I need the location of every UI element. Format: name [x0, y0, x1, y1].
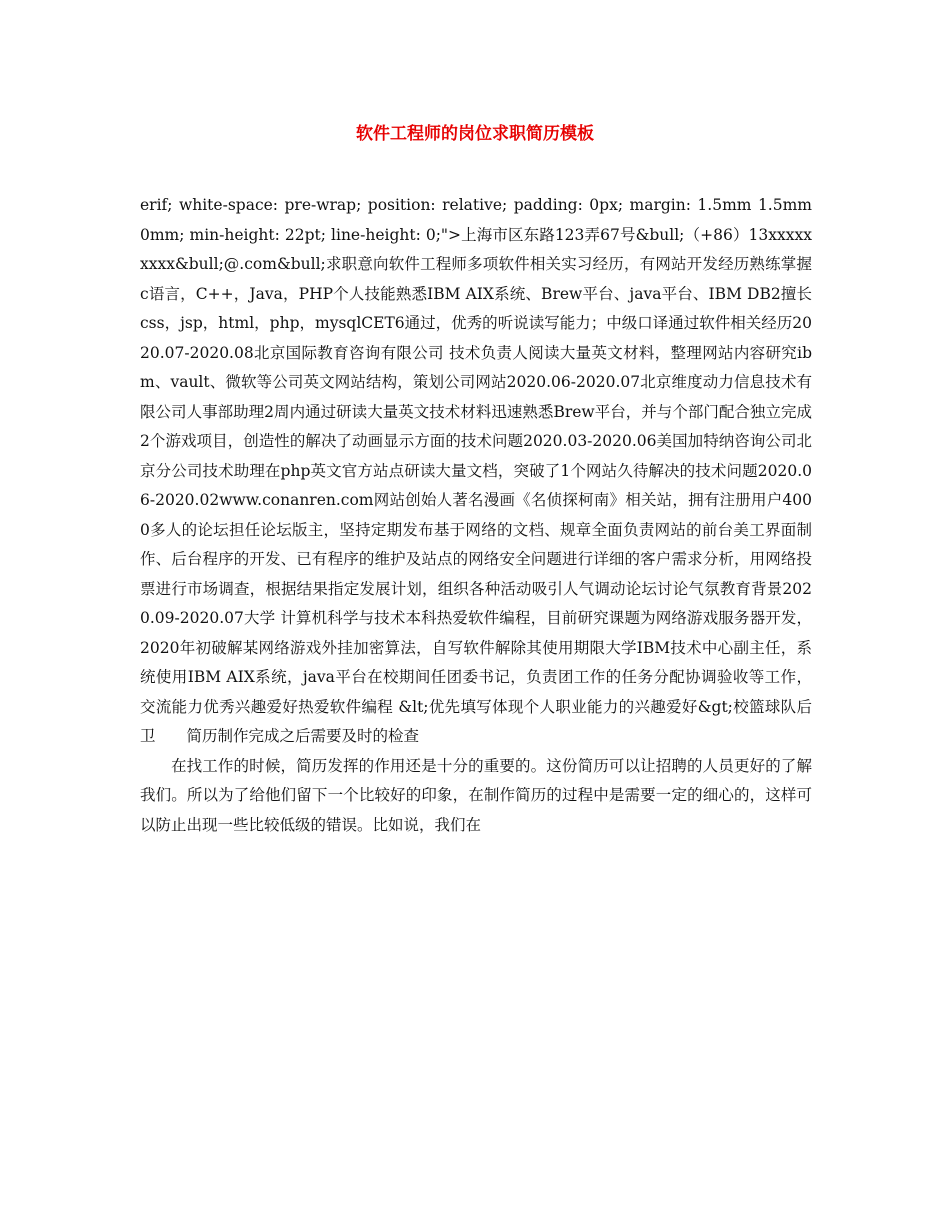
document-title: 软件工程师的岗位求职简历模板	[356, 124, 594, 144]
body-paragraph-advice: 在找工作的时候，简历发挥的作用还是十分的重要的。这份简历可以让招聘的人员更好的了解我们。所以为了给他们留下一个比较好的印象，在制作简历的过程中是需要一定的细心的，这样可以防止出现一些比较低级的错误。比如说，我们在	[140, 756, 812, 834]
body-paragraph-resume: erif; white-space: pre-wrap; position: relative; padding: 0px; margin: 1.5mm 1.5mm 0mm; min-height: 22pt; line-height: 0;">上海市区东路123弄67号&bull;（+86）13xxxxxxxxx&bull;@.com&bull;求职意向软件工程师多项软件相关实习经历，有网站开发经历熟练掌握c语言，C++，Java，PHP个人技能熟悉IBM AIX系统、Brew平台、java平台、IBM DB2擅长css，jsp，html，php，mysqlCET6通过，优秀的听说读写能力；中级口译通过软件相关经历2020.07-2020.08北京国际教育咨询有限公司 技术负责人阅读大量英文材料，整理网站内容研究ibm、vault、微软等公司英文网站结构，策划公司网站2020.06-2020.07北京维度动力信息技术有限公司人事部助理2周内通过研读大量英文技术材料迅速熟悉Brew平台，并与个部门配合独立完成2个游戏项目，创造性的解决了动画显示方面的技术问题2020.03-2020.06美国加特纳咨询公司北京分公司技术助理在php英文官方站点研读大量文档，突破了1个网站久待解决的技术问题2020.06-2020.02www.conanren.com网站创始人著名漫画《名侦探柯南》相关站，拥有注册用户4000多人的论坛担任论坛版主，坚持定期发布基于网络的文档、规章全面负责网站的前台美工界面制作、后台程序的开发、已有程序的维护及站点的网络安全问题进行详细的客户需求分析，用网络投票进行市场调查，根据结果指定发展计划，组织各种活动吸引人气调动论坛讨论气氛教育背景2020.09-2020.07大学 计算机科学与技术本科热爱软件编程，目前研究课题为网络游戏服务器开发，2020年初破解某网络游戏外挂加密算法，自写软件解除其使用期限大学IBM技术中心副主任，系统使用IBM AIX系统，java平台在校期间任团委书记，负责团工作的任务分配协调验收等工作，交流能力优秀兴趣爱好热爱软件编程 &lt;优先填写体现个人职业能力的兴趣爱好&gt;校篮球队后卫 简历制作完成之后需要及时的检查	[140, 196, 813, 745]
document-body	[140, 191, 812, 840]
